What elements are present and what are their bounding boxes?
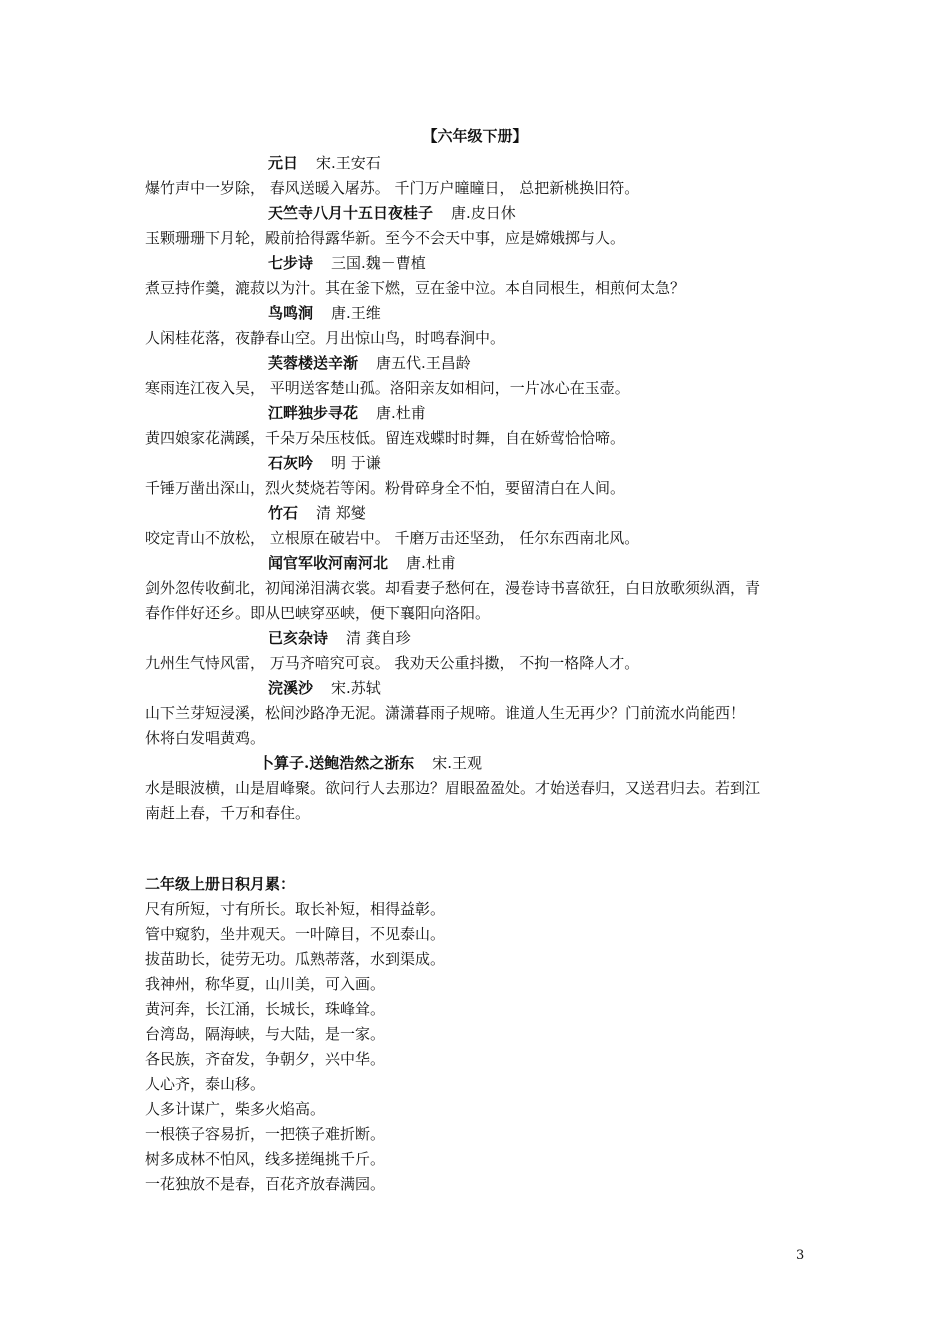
proverb-line: 一花独放不是春，百花齐放春满园。 xyxy=(145,1175,386,1193)
proverb-line: 尺有所短，寸有所长。取长补短，相得益彰。 xyxy=(145,900,446,918)
poem-title: 竹石 xyxy=(268,504,299,522)
poem-heading xyxy=(268,501,815,526)
poem-line: 春作伴好还乡。即从巴峡穿巫峡，便下襄阳向洛阳。 xyxy=(145,604,491,622)
poem-heading xyxy=(259,751,815,776)
grade2-lines xyxy=(145,897,815,1197)
poem-heading xyxy=(268,351,815,376)
proverb-line: 人心齐，泰山移。 xyxy=(145,1075,266,1093)
proverb-line: 管中窥豹，坐井观天。一叶障目，不见泰山。 xyxy=(145,925,446,943)
proverb-line: 树多成林不怕风，线多搓绳挑千斤。 xyxy=(145,1150,386,1168)
section-title: 【六年级下册】 xyxy=(422,127,528,145)
grade2-title: 二年级上册日积月累： xyxy=(145,875,296,893)
poem-author: 唐.杜甫 xyxy=(406,554,456,572)
poem-author: 宋.苏轼 xyxy=(331,679,381,697)
poem-author: 明 于谦 xyxy=(331,454,381,472)
poem-title: 元日 xyxy=(268,154,299,172)
poem-author: 唐.王维 xyxy=(331,304,381,322)
poem-title: 闻官军收河南河北 xyxy=(268,554,389,572)
poem-title: 已亥杂诗 xyxy=(268,629,329,647)
poem-title: 鸟鸣涧 xyxy=(268,304,314,322)
poem-heading xyxy=(268,551,815,576)
poem-author: 清 郑燮 xyxy=(316,504,366,522)
poem-heading xyxy=(268,626,815,651)
poem-heading xyxy=(268,201,815,226)
poem-heading xyxy=(268,251,815,276)
poem-title: 天竺寺八月十五日夜桂子 xyxy=(268,204,434,222)
page-number: 3 xyxy=(796,1248,805,1263)
poem-title: 芙蓉楼送辛渐 xyxy=(268,354,359,372)
poem-title: 七步诗 xyxy=(268,254,314,272)
poem-author: 宋.王安石 xyxy=(316,154,381,172)
poem-heading xyxy=(268,676,815,701)
poem-title: 浣溪沙 xyxy=(268,679,314,697)
poem-line: 黄四娘家花满蹊，千朵万朵压枝低。留连戏蝶时时舞，自在娇莺恰恰啼。 xyxy=(145,429,626,447)
poem-title: 江畔独步寻花 xyxy=(268,404,359,422)
poem-line: 玉颗珊珊下月轮，殿前拾得露华新。至今不会天中事，应是嫦娥掷与人。 xyxy=(145,229,626,247)
poem-author: 唐.皮日休 xyxy=(451,204,516,222)
proverb-line: 我神州，称华夏，山川美，可入画。 xyxy=(145,975,386,993)
grade2-section xyxy=(145,872,815,1197)
poem-line: 九州生气恃风雷， 万马齐喑究可哀。 我劝天公重抖擞， 不拘一格降人才。 xyxy=(145,654,640,672)
poem-heading xyxy=(268,451,815,476)
poem-line: 人闲桂花落，夜静春山空。月出惊山鸟，时鸣春涧中。 xyxy=(145,329,506,347)
poem-line: 山下兰芽短浸溪，松间沙路净无泥。潇潇暮雨子规啼。谁道人生无再少？门前流水尚能西！ xyxy=(145,704,746,722)
poem-heading xyxy=(268,301,815,326)
poem-line: 水是眼波横，山是眉峰聚。欲问行人去那边？眉眼盈盈处。才始送春归，又送君归去。若到江 xyxy=(145,779,761,797)
poem-title: 卜算子.送鲍浩然之浙东 xyxy=(259,754,415,772)
poem-heading xyxy=(268,151,815,176)
poem-line: 剑外忽传收蓟北，初闻涕泪满衣裳。却看妻子愁何在，漫卷诗书喜欲狂，白日放歌须纵酒，青 xyxy=(145,579,761,597)
poem-author: 清 龚自珍 xyxy=(346,629,411,647)
poem-line: 休将白发唱黄鸡。 xyxy=(145,729,266,747)
poem-author: 唐.杜甫 xyxy=(376,404,426,422)
proverb-line: 台湾岛，隔海峡，与大陆，是一家。 xyxy=(145,1025,386,1043)
poem-title: 石灰吟 xyxy=(268,454,314,472)
poem-line: 煮豆持作羹，漉菽以为汁。其在釜下燃，豆在釜中泣。本自同根生，相煎何太急？ xyxy=(145,279,686,297)
poem-heading xyxy=(268,401,815,426)
poem-author: 三国.魏－曹植 xyxy=(331,254,426,272)
poem-line: 南赶上春，千万和春住。 xyxy=(145,804,311,822)
poem-line: 千锤万凿出深山，烈火焚烧若等闲。粉骨碎身全不怕，要留清白在人间。 xyxy=(145,479,626,497)
proverb-line: 拔苗助长，徒劳无功。瓜熟蒂落，水到渠成。 xyxy=(145,950,446,968)
proverb-line: 人多计谋广，柴多火焰高。 xyxy=(145,1100,326,1118)
proverb-line: 一根筷子容易折，一把筷子难折断。 xyxy=(145,1125,386,1143)
poem-author: 唐五代.王昌龄 xyxy=(376,354,471,372)
proverb-line: 各民族，齐奋发，争朝夕，兴中华。 xyxy=(145,1050,386,1068)
poem-author: 宋.王观 xyxy=(432,754,483,772)
poem-list xyxy=(145,151,815,826)
poem-line: 爆竹声中一岁除， 春风送暖入屠苏。 千门万户曈曈日， 总把新桃换旧符。 xyxy=(145,179,640,197)
poem-line: 寒雨连江夜入吴， 平明送客楚山孤。洛阳亲友如相问，一片冰心在玉壶。 xyxy=(145,379,630,397)
poem-line: 咬定青山不放松， 立根原在破岩中。 千磨万击还坚劲， 任尔东西南北风。 xyxy=(145,529,640,547)
proverb-line: 黄河奔，长江涌，长城长，珠峰耸。 xyxy=(145,1000,386,1018)
